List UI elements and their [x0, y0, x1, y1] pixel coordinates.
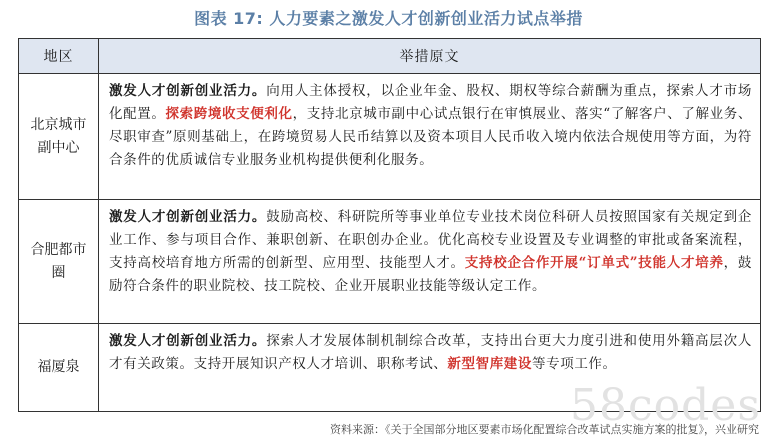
- figure-title: 图表 17: 人力要素之激发人才创新创业活力试点举措: [194, 9, 583, 28]
- table-row: [19, 200, 761, 324]
- header-content: 举措原文: [99, 39, 761, 74]
- table-row: [19, 324, 761, 412]
- body-text: ，鼓励符合条件的职业院校、技工院校、企业开展职业技能等级认定工作。: [109, 255, 753, 294]
- lead-text: 激发人才创新创业活力。: [109, 83, 267, 99]
- policy-table: [18, 38, 761, 412]
- body-text: 向用人主体授权，以企业年金、股权、期权等综合薪酬为重点，探索人才市场化配置。: [109, 83, 752, 122]
- body-text: ，支持北京城市副中心试点银行在审慎展业、落实“了解客户、了解业务、尽职审查”原则基础上，在跨境贸易人民币结算以及资本项目人民币收入境内依法合规使用等方面，为符合条件的优质诚信专业服务业机构提供便利化服务。: [109, 106, 753, 168]
- body-text: 探索人才发展体制机制综合改革，支持出台更大力度引进和使用外籍高层次人才有关政策。支持开展知识产权人才培训、职称考试、: [109, 333, 752, 372]
- highlight-text: 支持校企合作开展“订单式”技能人才培养: [464, 255, 724, 271]
- source-note: 资料来源：《关于全国部分地区要素市场化配置综合改革试点实施方案的批复》，兴业研究: [330, 423, 759, 436]
- body-text: 鼓励高校、科研院所等事业单位专业技术岗位科研人员按照国家有关规定到企业工作、参与项目合作、兼职创新、在职创办企业。优化高校专业设置及专业调整的审批或备案流程，支持高校培育地方所需的创新型、应用型、技能型人才。: [109, 209, 752, 271]
- content-cell: [99, 324, 761, 412]
- region-cell: 合肥都市圈: [19, 200, 99, 324]
- watermark: 58codes: [570, 380, 761, 431]
- content-cell: [99, 200, 761, 324]
- body-text: 等专项工作。: [532, 356, 617, 372]
- lead-text: 激发人才创新创业活力。: [109, 209, 267, 225]
- table-header-row: [19, 39, 761, 74]
- region-cell: 福厦泉: [19, 324, 99, 412]
- highlight-text: 新型智库建设: [447, 356, 533, 372]
- content-cell: [99, 74, 761, 200]
- table-row: [19, 74, 761, 200]
- header-region: 地区: [19, 39, 99, 74]
- lead-text: 激发人才创新创业活力。: [109, 333, 267, 349]
- highlight-text: 探索跨境收支便利化: [165, 106, 293, 122]
- region-cell: 北京城市副中心: [19, 74, 99, 200]
